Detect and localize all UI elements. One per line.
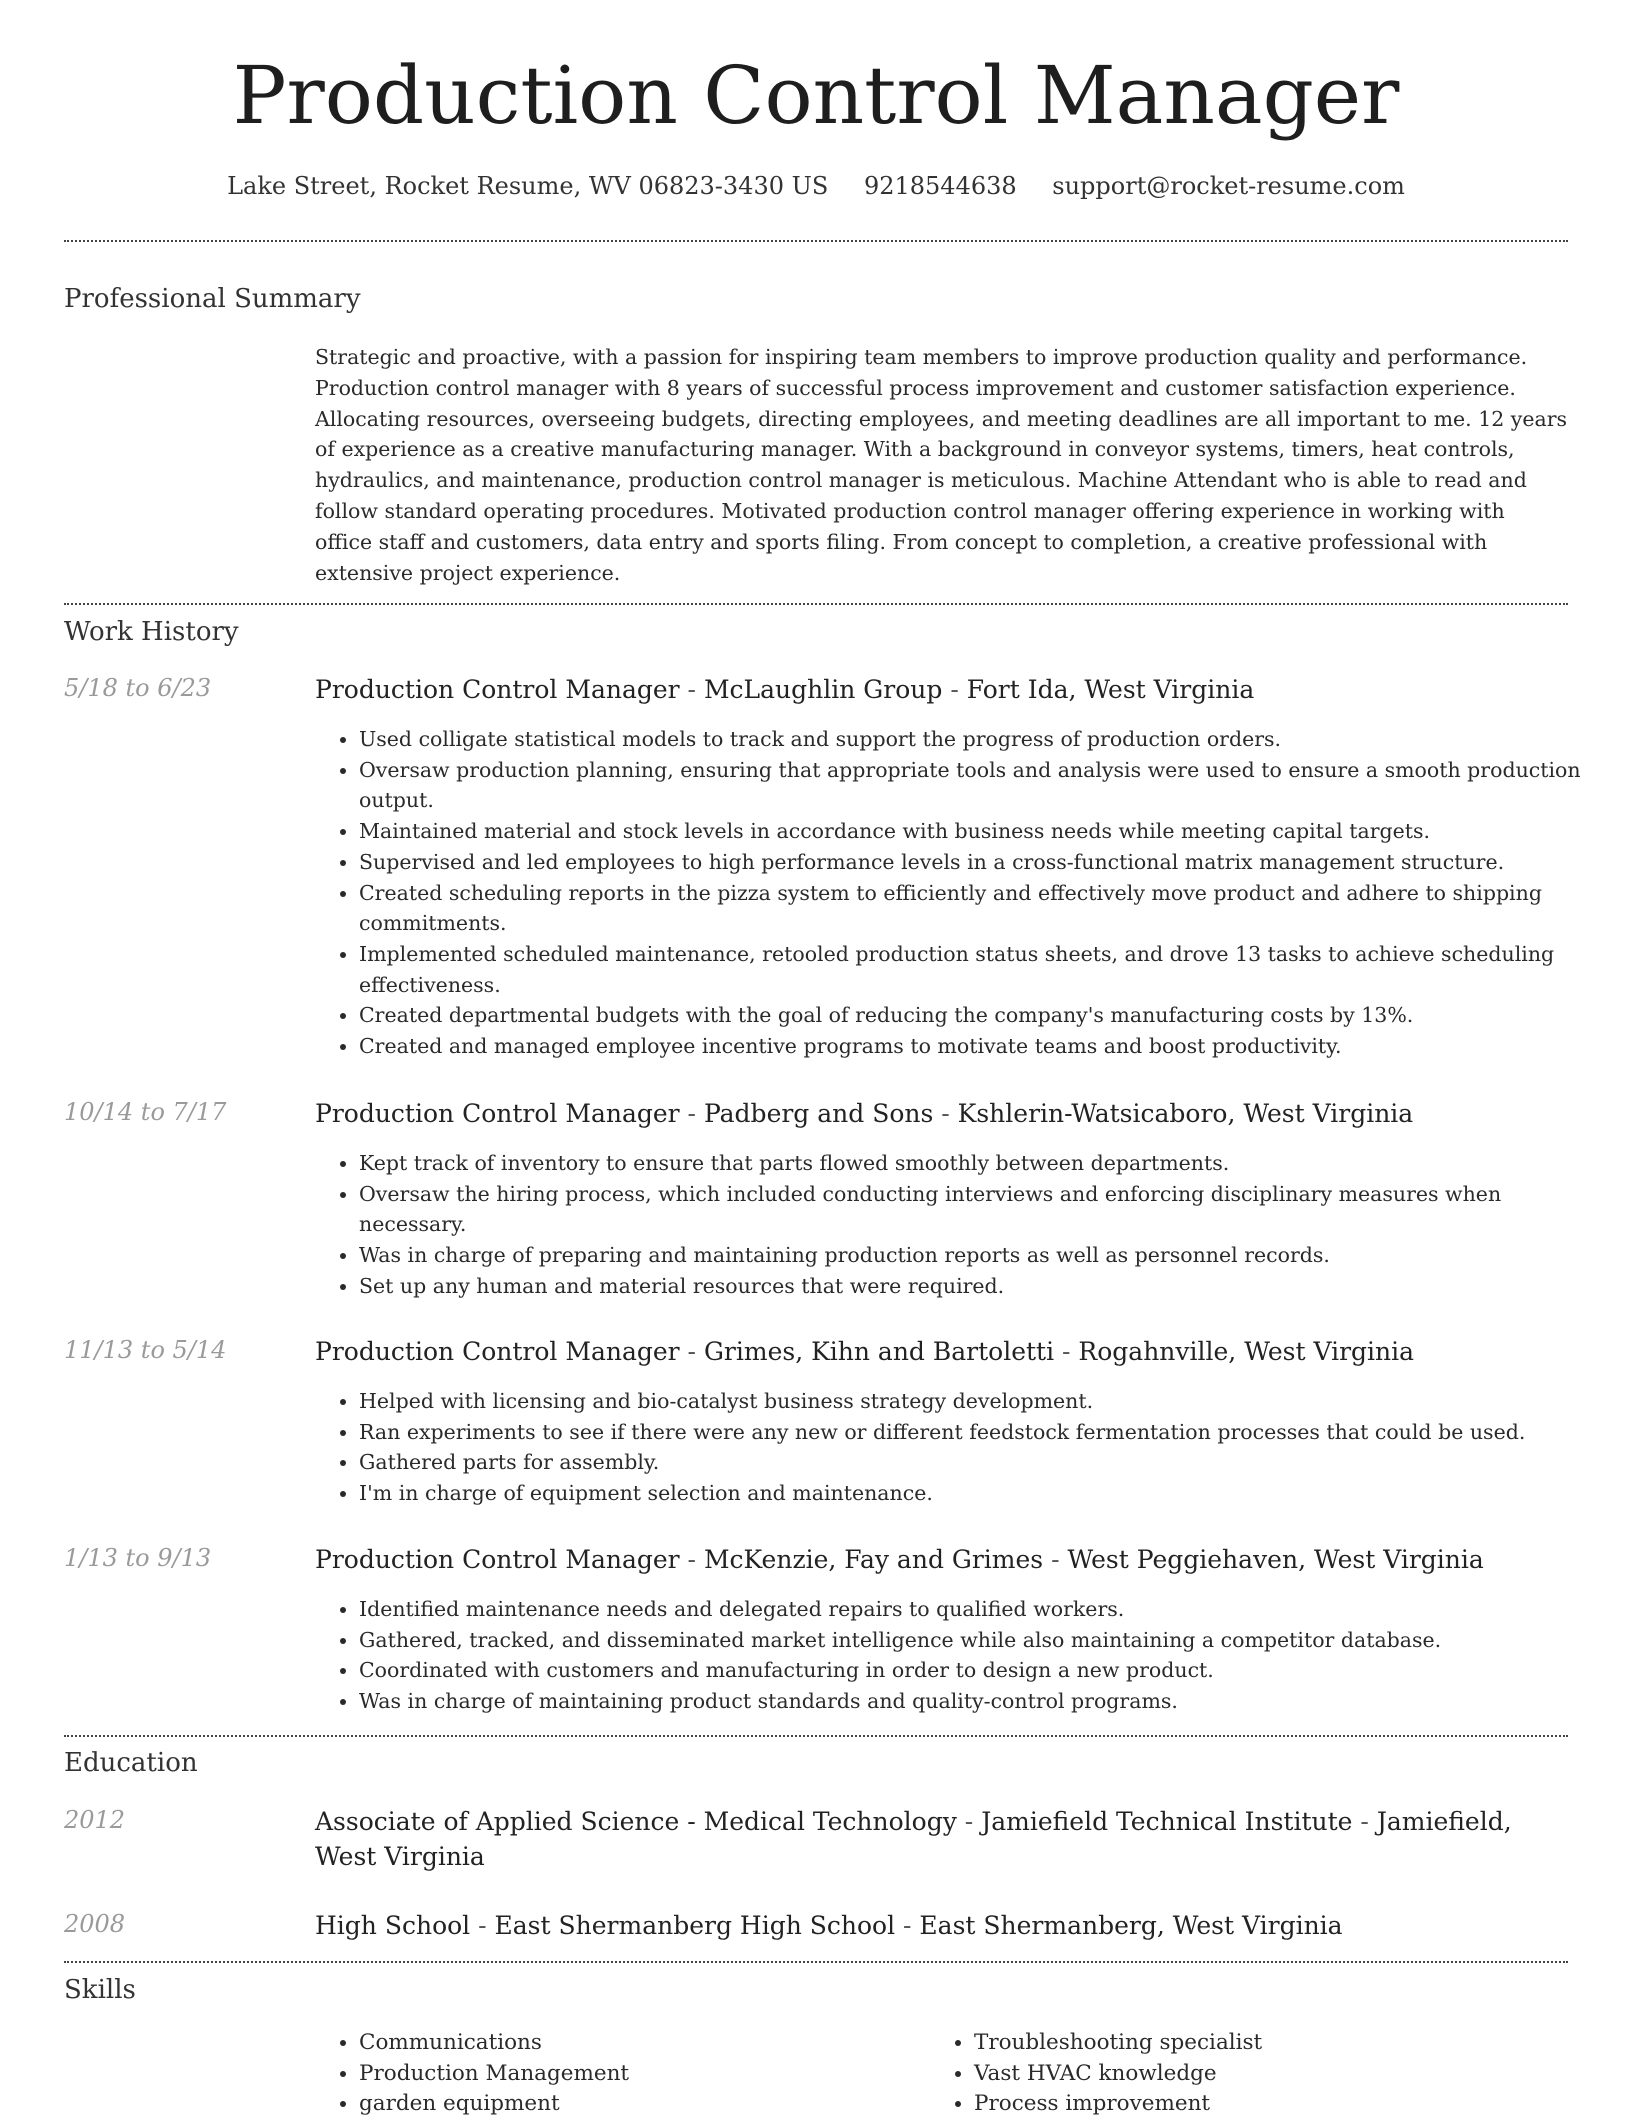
education-heading bbox=[315, 1908, 1568, 1943]
heading-separator: - bbox=[679, 1099, 704, 1128]
list-item: • Oversaw production planning, ensuring that appropriate tools and analysis were used to ensure a smooth production output. bbox=[359, 755, 1612, 816]
skills-list-left bbox=[315, 2028, 929, 2120]
education-location: Jamiefield, West Virginia bbox=[315, 1807, 1512, 1871]
job-company: Grimes, Kihn and Bartoletti bbox=[703, 1337, 1055, 1366]
skill-item: • Communications bbox=[359, 2028, 929, 2059]
divider bbox=[64, 603, 1568, 605]
job-position: Production Control Manager bbox=[315, 675, 680, 704]
job-bullets bbox=[315, 1386, 1612, 1509]
skill-item: • garden equipment bbox=[359, 2089, 929, 2120]
divider bbox=[64, 1735, 1568, 1737]
section-title-skills: Skills bbox=[64, 1975, 136, 2005]
divider bbox=[64, 1961, 1568, 1963]
summary-text: Strategic and proactive, with a passion for inspiring team members to improve production quality and performance. Production control manager with 8 years of successful process improvement and customer satisfaction experience. Allocating resources, overseeing budgets, directing employees, and meeting deadlines are all important to me. 12 years of experience as a creative manufacturing manager. With a background in conveyor systems, timers, heat controls, hydraulics, and maintenance, production control manager is meticulous. Machine Attendant who is able to read and follow standard operating procedures. Motivated production control manager offering experience in working with office staff and customers, data entry and sports filing. From concept to completion, a creative professional with extensive project experience. bbox=[315, 345, 1568, 585]
job-position: Production Control Manager bbox=[315, 1337, 680, 1366]
heading-separator: - bbox=[1043, 1545, 1068, 1574]
education-year: 2012 bbox=[64, 1806, 126, 1834]
job-bullets bbox=[315, 724, 1612, 1062]
list-item: • Supervised and led employees to high performance levels in a cross-functional matrix management structure. bbox=[359, 847, 1612, 878]
education-school: Jamiefield Technical Institute bbox=[981, 1807, 1353, 1836]
list-item: • Was in charge of preparing and maintaining production reports as well as personnel records. bbox=[359, 1240, 1612, 1271]
skill-item: • Troubleshooting specialist bbox=[974, 2028, 1574, 2059]
list-item: • Oversaw the hiring process, which included conducting interviews and enforcing disciplinary measures when necessary. bbox=[359, 1179, 1612, 1240]
heading-separator: - bbox=[895, 1911, 920, 1940]
section-title-summary: Professional Summary bbox=[64, 284, 361, 314]
list-item: • Gathered parts for assembly. bbox=[359, 1447, 1612, 1478]
section-title-education: Education bbox=[64, 1748, 198, 1778]
contact-address: Lake Street, Rocket Resume, WV 06823-3430 US bbox=[227, 172, 829, 200]
list-item: • Gathered, tracked, and disseminated market intelligence while also maintaining a competitor database. bbox=[359, 1625, 1612, 1656]
job-location: Rogahnville, West Virginia bbox=[1078, 1337, 1415, 1366]
list-item: • Used colligate statistical models to track and support the progress of production orders. bbox=[359, 724, 1612, 755]
list-item: • Created and managed employee incentive programs to motivate teams and boost productivity. bbox=[359, 1031, 1612, 1062]
list-item: • Kept track of inventory to ensure that parts flowed smoothly between departments. bbox=[359, 1148, 1612, 1179]
education-degree: Associate of Applied Science - Medical Technology bbox=[315, 1807, 957, 1836]
section-title-work-history: Work History bbox=[64, 617, 239, 647]
job-company: Padberg and Sons bbox=[703, 1099, 934, 1128]
heading-separator: - bbox=[1352, 1807, 1377, 1836]
skill-item: • Vast HVAC knowledge bbox=[974, 2059, 1574, 2090]
list-item: • Helped with licensing and bio-catalyst business strategy development. bbox=[359, 1386, 1612, 1417]
job-bullets bbox=[315, 1148, 1612, 1302]
skills-list-right bbox=[930, 2028, 1574, 2120]
contact-phone: 9218544638 bbox=[863, 172, 1017, 200]
heading-separator: - bbox=[679, 1545, 704, 1574]
education-heading bbox=[315, 1804, 1568, 1874]
job-heading bbox=[315, 1334, 1568, 1369]
heading-separator: - bbox=[679, 1337, 704, 1366]
skill-item: • Process improvement bbox=[974, 2089, 1574, 2120]
contact-line bbox=[64, 172, 1568, 200]
job-location: Fort Ida, West Virginia bbox=[966, 675, 1255, 704]
job-company: McKenzie, Fay and Grimes bbox=[703, 1545, 1044, 1574]
education-school: East Shermanberg High School bbox=[494, 1911, 896, 1940]
list-item: • Implemented scheduled maintenance, retooled production status sheets, and drove 13 tasks to achieve scheduling effectiveness. bbox=[359, 939, 1612, 1000]
job-heading bbox=[315, 672, 1568, 707]
list-item: • Created departmental budgets with the goal of reducing the company's manufacturing costs by 13%. bbox=[359, 1000, 1612, 1031]
education-location: East Shermanberg, West Virginia bbox=[919, 1911, 1343, 1940]
job-location: Kshlerin-Watsicaboro, West Virginia bbox=[957, 1099, 1414, 1128]
list-item: • Created scheduling reports in the pizza system to efficiently and effectively move product and adhere to shipping commitments. bbox=[359, 878, 1612, 939]
heading-separator: - bbox=[942, 675, 967, 704]
job-location: West Peggiehaven, West Virginia bbox=[1067, 1545, 1484, 1574]
education-degree: High School bbox=[315, 1911, 471, 1940]
job-dates: 5/18 to 6/23 bbox=[64, 674, 212, 702]
job-company: McLaughlin Group bbox=[703, 675, 943, 704]
divider bbox=[64, 240, 1568, 242]
job-position: Production Control Manager bbox=[315, 1545, 680, 1574]
job-dates: 1/13 to 9/13 bbox=[64, 1544, 212, 1572]
job-heading bbox=[315, 1542, 1568, 1577]
skill-item: • Production Management bbox=[359, 2059, 929, 2090]
list-item: • I'm in charge of equipment selection and maintenance. bbox=[359, 1478, 1612, 1509]
job-dates: 11/13 to 5/14 bbox=[64, 1336, 227, 1364]
list-item: • Ran experiments to see if there were any new or different feedstock fermentation processes that could be used. bbox=[359, 1417, 1612, 1448]
list-item: • Set up any human and material resources that were required. bbox=[359, 1271, 1612, 1302]
job-dates: 10/14 to 7/17 bbox=[64, 1098, 227, 1126]
job-bullets bbox=[315, 1594, 1612, 1717]
education-year: 2008 bbox=[64, 1910, 126, 1938]
list-item: • Maintained material and stock levels in accordance with business needs while meeting capital targets. bbox=[359, 816, 1612, 847]
job-heading bbox=[315, 1096, 1568, 1131]
heading-separator: - bbox=[933, 1099, 958, 1128]
list-item: • Was in charge of maintaining product standards and quality-control programs. bbox=[359, 1686, 1612, 1717]
job-position: Production Control Manager bbox=[315, 1099, 680, 1128]
candidate-name: Production Control Manager bbox=[232, 49, 1400, 142]
heading-separator: - bbox=[470, 1911, 495, 1940]
list-item: • Coordinated with customers and manufacturing in order to design a new product. bbox=[359, 1655, 1612, 1686]
heading-separator: - bbox=[679, 675, 704, 704]
heading-separator: - bbox=[1054, 1337, 1079, 1366]
list-item: • Identified maintenance needs and delegated repairs to qualified workers. bbox=[359, 1594, 1612, 1625]
heading-separator: - bbox=[956, 1807, 982, 1836]
contact-email[interactable]: support@rocket-resume.com bbox=[1052, 172, 1405, 200]
